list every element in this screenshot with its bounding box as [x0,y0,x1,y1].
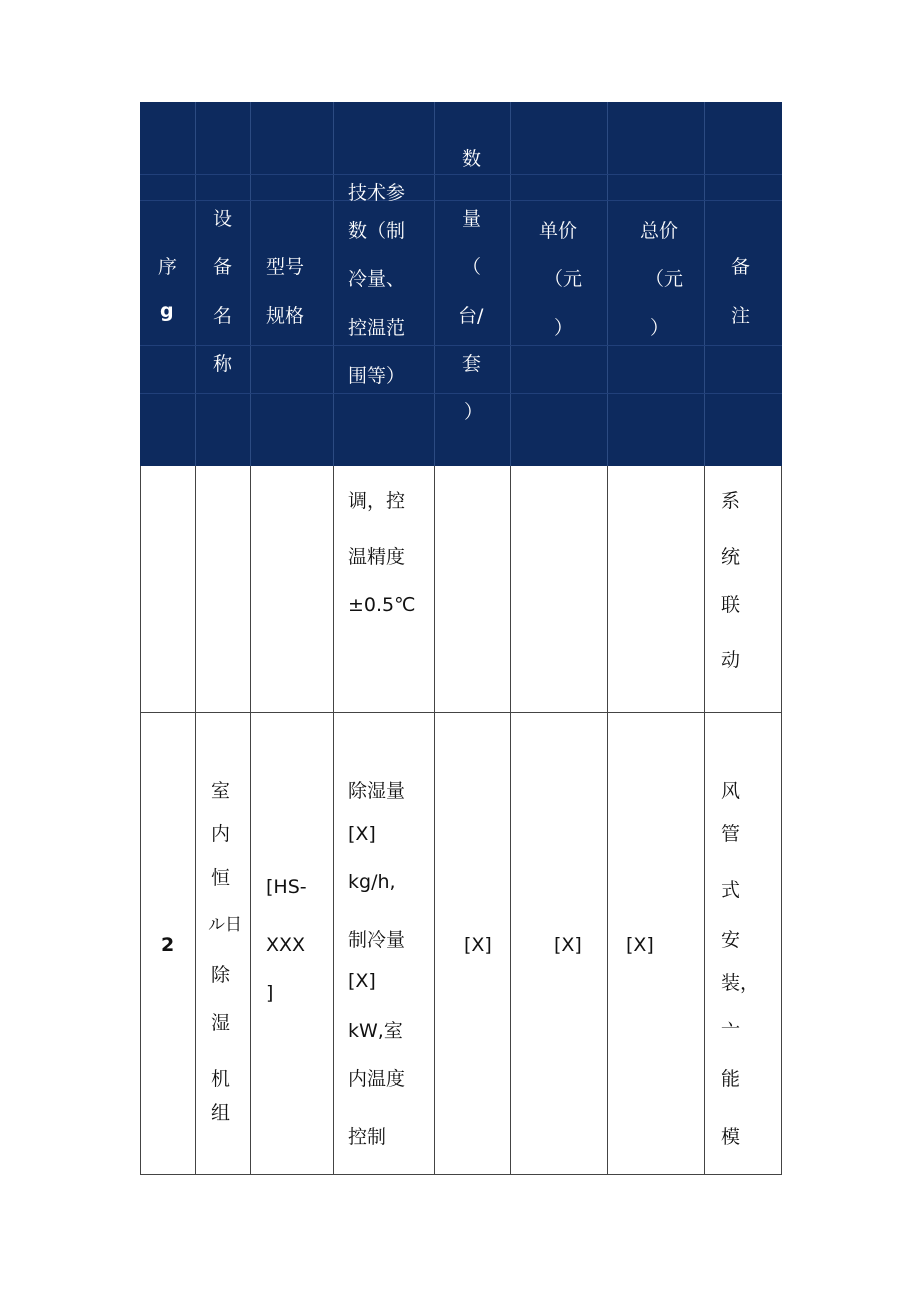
header-name-line: 称 [213,353,233,375]
row2-params-line: [X] [348,823,376,845]
header-qty-line: 数 [462,148,482,170]
row2-remark-line: 式 [721,879,741,901]
equipment-table [140,102,782,1175]
row2-seq: 2 [161,934,175,956]
row2-remark-line: 安 [721,929,741,951]
row2-model-line: ] [266,982,274,1004]
row1-remark-line: 动 [721,649,741,671]
header-qty-line: ） [464,401,484,423]
header-model-line: 型号 [266,256,305,278]
header-qty-line: （ [462,256,482,278]
header-params-line: 控温范 [348,317,406,339]
header-params-line: 围等） [348,365,406,387]
header-qty-line: 量 [462,208,482,230]
header-qty-line: 套 [462,353,482,375]
row2-params-line: 控制 [348,1126,387,1148]
row2-params-line: kW,室 [348,1020,403,1042]
row1-remark-line: 联 [721,594,741,616]
row2-name-line: 机 [211,1068,231,1090]
header-seq-line: 序 [158,256,178,278]
row2-remark-line: 风 [721,780,741,802]
header-row-divider [140,393,782,394]
row2-params-line: 除湿量 [348,780,406,802]
header-qty-line: 台/ [458,305,484,327]
table-header [140,102,782,466]
row2-name-line: 室 [211,780,231,802]
row2-total-price: [X] [626,934,654,956]
header-remark-line: 注 [731,305,751,327]
header-name-line: 备 [213,256,233,278]
row1-remark-line: 统 [721,546,741,568]
row2-unit-price: [X] [554,934,582,956]
row2-remark-line: 管 [721,823,741,845]
header-model-line: 规格 [266,305,305,327]
row2-params-line: kg/h, [348,871,396,893]
row2-qty: [X] [464,934,492,956]
row2-remark-line: 能 [721,1068,741,1090]
row2-name-line: 内 [211,823,231,845]
table-border [140,466,782,1175]
row2-remark-line: 装， [721,972,760,994]
header-unit-price-line: 单价 [539,220,578,242]
row2-name-line: 湿 [211,1012,231,1034]
row2-name-line: 除 [211,964,231,986]
row2-name-line: ル日 [208,915,242,935]
row1-params-line: 温精度 [348,546,406,568]
row2-name-line: 恒 [211,867,231,889]
header-col-divider [196,102,251,466]
header-col-divider [251,102,334,466]
row1-params-line: ±0.5℃ [348,594,416,616]
row2-params-line: [X] [348,970,376,992]
header-col-divider [140,102,196,466]
header-name-line: 名 [213,305,233,327]
header-remark-line: 备 [731,256,751,278]
row2-remark-line: 模 [721,1126,741,1148]
header-name-line: 设 [213,208,233,230]
row2-name-line: 组 [211,1102,231,1124]
row2-model-line: XXX [266,934,306,956]
header-row-divider [140,200,782,201]
row2-params-line: 制冷量 [348,929,406,951]
header-params-line: 冷量、 [348,268,406,290]
row2-remark-line: 亠 [721,1020,741,1042]
header-total-price-line: （元 [645,268,684,290]
row2-params-line: 内温度 [348,1068,406,1090]
header-params-line: 数（制 [348,220,406,242]
row1-remark-line: 系 [721,490,741,512]
header-params-line: 技术参 [348,182,406,204]
header-seq-line: g [160,300,174,322]
header-row-divider [140,174,782,175]
header-unit-price-line: （元 [544,268,583,290]
header-total-price-line: 总价 [640,220,679,242]
header-total-price-line: ） [650,317,670,339]
header-unit-price-line: ） [554,317,574,339]
row2-model-line: [HS- [266,876,307,898]
header-row-divider [140,345,782,346]
row1-params-line: 调，控 [348,490,406,512]
